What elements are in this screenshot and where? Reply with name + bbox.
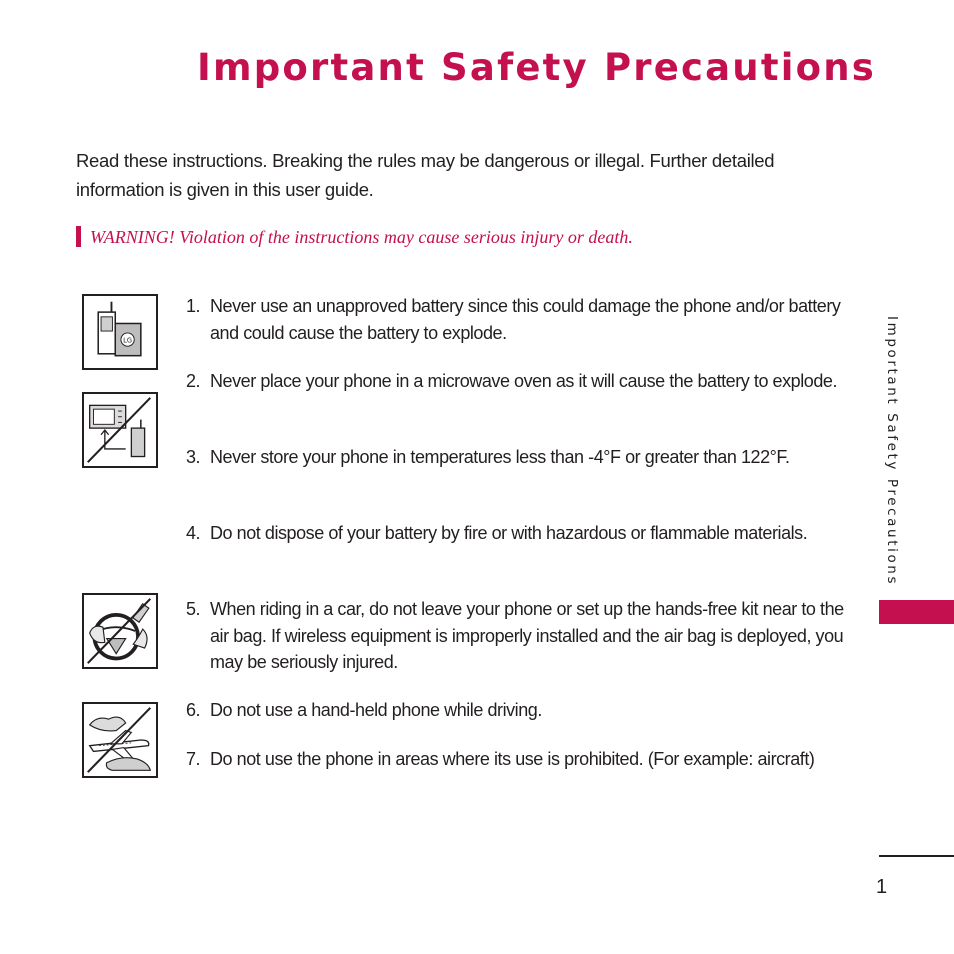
section-tab xyxy=(879,600,954,624)
no-microwave-icon xyxy=(82,392,158,468)
intro-paragraph: Read these instructions. Breaking the rules may be dangerous or illegal. Further detailed information is given in this user guide. xyxy=(76,150,775,200)
warning-text: WARNING! Violation of the instructions may cause serious injury or death. xyxy=(90,227,633,247)
no-airbag-icon xyxy=(82,593,158,669)
page-title: Important Safety Precautions xyxy=(197,46,876,89)
page-number: 1 xyxy=(876,876,888,898)
list-item: 5. When riding in a car, do not leave your phone or set up the hands-free kit near to the air bag. If wireless equipment is improperly installed and the air bag is deployed, you may be seriously injured. xyxy=(186,599,844,672)
warning-marker xyxy=(76,226,81,247)
list-item: 6. Do not use a hand-held phone while driving. xyxy=(186,700,542,720)
list-item: 1. Never use an unapproved battery since this could damage the phone and/or battery and could cause the battery to explode. xyxy=(186,296,841,343)
svg-text:LG: LG xyxy=(123,336,132,345)
warning-line xyxy=(76,226,836,248)
list-item: 4. Do not dispose of your battery by fire or with hazardous or flammable materials. xyxy=(186,523,808,543)
list-item: 3. Never store your phone in temperatures less than -4°F or greater than 122°F. xyxy=(186,447,790,467)
phone-battery-icon xyxy=(82,294,158,370)
list-item: 7. Do not use the phone in areas where its use is prohibited. (For example: aircraft) xyxy=(186,749,815,769)
page-number-rule xyxy=(879,855,954,857)
list-item: 2. Never place your phone in a microwave oven as it will cause the battery to explode. xyxy=(186,371,838,391)
no-aircraft-icon xyxy=(82,702,158,778)
side-section-label: Important Safety Precautions xyxy=(884,316,900,587)
